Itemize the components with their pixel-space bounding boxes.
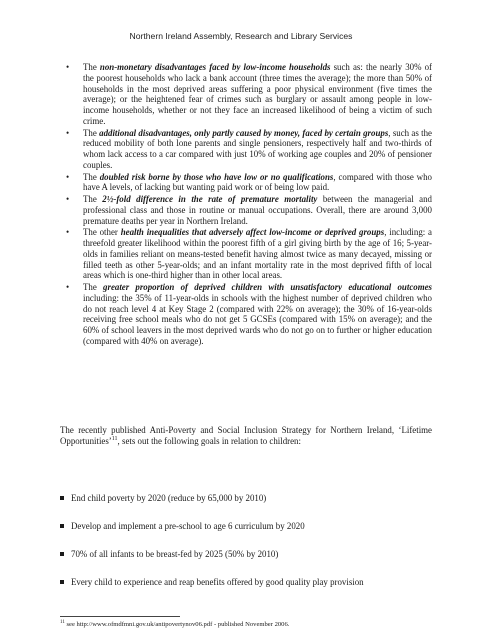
item-text: including: the 35% of 11-year-olds in schools with the highest number of deprived children who do not reach level 4 at Key Stage 2 (compared with 22% on average); the 30% of 16-year-olds receiving free school meals who do not get 5 GCSEs (compared with 15% on average); and the 60% of school leavers in the most deprived wards who do not go on to further or higher education (compared with 40% on average).	[83, 292, 432, 346]
goal-text: End child poverty by 2020 (reduce by 65,000 by 2010)	[71, 493, 267, 503]
bullet-icon: •	[66, 194, 70, 204]
square-bullet-icon	[60, 580, 64, 584]
square-bullet-icon	[60, 496, 64, 500]
intro-text: The recently published Anti-Poverty and Social Inclusion Strategy for Northern Ireland, ‘Lifetime Opportunities’	[60, 425, 432, 446]
item-prefix: The	[83, 171, 100, 182]
footnote-text[interactable]: see http://www.ofmdfmni.gov.uk/antipovertynov06.pdf - published November 2006.	[64, 621, 290, 628]
goal-text: 70% of all infants to be breast-fed by 2025 (50% by 2010)	[71, 549, 279, 559]
bullet-icon: •	[66, 282, 70, 292]
item-emphasis: non-monetary disadvantages faced by low-income households	[99, 62, 331, 72]
bullet-icon: •	[66, 62, 70, 72]
item-emphasis: doubled risk borne by those who have low or no qualifications	[99, 171, 334, 182]
list-item	[60, 172, 432, 194]
item-text: such as: the nearly 30% of the poorest households who lack a bank account (three times the average); the more than 50% of households in the most deprived areas suffering a poor physical environment (five times the average); or the heightened fear of crimes such as burglary or assault among people in low-income households, whether or not they face an increased likelihood of being a victim of such crime.	[83, 62, 432, 126]
item-prefix: The	[83, 282, 104, 292]
item-emphasis: greater proportion of deprived children with unsatisfactory educational outcomes	[103, 282, 432, 292]
list-item	[60, 227, 432, 281]
item-text: , including: a threefold greater likelihood within the poorest fifth of a girl giving birth by the age of 16; 5-year-olds in families reliant on means-tested benefit having almost twice as many decayed, missing or filled teeth as other 5-year-olds; and an infant mortality rate in the most deprived fifth of local areas which is one-third higher than in other local areas.	[83, 227, 432, 281]
item-emphasis: 2½-fold difference in the rate of premature mortality	[102, 194, 318, 204]
item-emphasis: health inequalities that adversely affect low-income or deprived groups	[120, 227, 385, 238]
item-text: , compared with those who have A levels, of lacking but wanting paid work or of being low paid.	[83, 171, 432, 193]
list-item	[60, 282, 432, 347]
goal-text: Every child to experience and reap benefits offered by good quality play provision	[71, 577, 364, 587]
list-item	[60, 128, 432, 171]
bullet-icon: •	[66, 127, 70, 138]
list-item	[60, 194, 432, 226]
list-item	[60, 62, 432, 127]
strategy-paragraph	[60, 425, 432, 447]
bullet-icon: •	[66, 227, 70, 238]
item-prefix: The	[83, 127, 100, 138]
footnote-number: 11	[60, 619, 65, 625]
bullet-icon: •	[66, 171, 70, 182]
disadvantage-list	[60, 62, 432, 348]
square-bullet-icon	[60, 524, 64, 528]
item-emphasis: additional disadvantages, only partly caused by money, faced by certain groups	[99, 127, 389, 138]
intro-text-end: , sets out the following goals in relation to children:	[117, 436, 301, 446]
footnote	[60, 621, 440, 629]
square-bullet-icon	[60, 552, 64, 556]
footnote-divider	[60, 616, 180, 617]
running-header: Northern Ireland Assembly, Research and Library Services	[129, 31, 353, 41]
goal-text: Develop and implement a pre-school to age 6 curriculum by 2020	[71, 521, 305, 531]
item-text: between the managerial and professional class and those in routine or manual occupations. Overall, there are around 3,000 premature deaths per year in Northern Ireland.	[83, 194, 432, 226]
item-prefix: The	[83, 62, 100, 72]
item-prefix: The	[83, 194, 103, 204]
item-prefix: The other	[83, 227, 121, 238]
footnote-reference[interactable]: 11	[111, 436, 118, 443]
item-text: , such as the reduced mobility of both lone parents and single pensioners, respectively half and two-thirds of whom lack access to a car compared with just 10% of working age couples and 20% of pensioner couples.	[83, 127, 432, 170]
